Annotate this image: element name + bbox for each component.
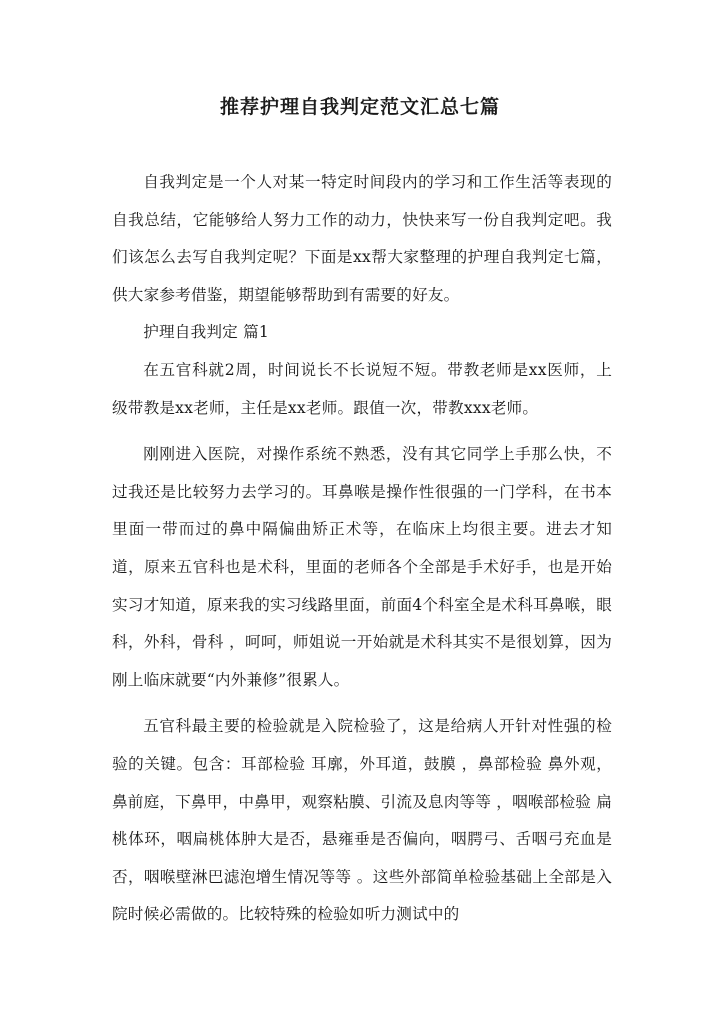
body-paragraph: 在五官科就2周，时间说长不长说短不短。带教老师是xx医师，上级带教是xx老师，主任是xx老师。跟值一次，带教xxx老师。: [112, 360, 612, 417]
document-title: 推荐护理自我判定范文汇总七篇: [219, 96, 500, 118]
paragraph-gap: [112, 699, 612, 708]
body-paragraph: 五官科最主要的检验就是入院检验了，这是给病人开针对性强的检验的关键。包含：耳部检验 耳廓，外耳道，鼓膜 ，鼻部检验 鼻外观，鼻前庭，下鼻甲，中鼻甲，观察粘膜、引流及息肉等等 ，咽喉部检验 扁桃体环，咽扁桃体肿大是否，悬雍垂是否偏向，咽腭弓、舌咽弓充血是否，咽喉壁淋巴滤泡增生情况等等 。这些外部简单检验基础上全部是入院时候必需做的。比较特殊的检验如听力测试中的: [112, 717, 612, 924]
body-paragraph: 刚刚进入医院，对操作系统不熟悉，没有其它同学上手那么快，不过我还是比较努力去学习的。耳鼻喉是操作性很强的一门学科，在书本里面一带而过的鼻中隔偏曲矫正术等，在临床上均很主要。进去才知道，原来五官科也是术科，里面的老师各个全部是手术好手，也是开始实习才知道，原来我的实习线路里面，前面4个科室全是术科耳鼻喉，眼科，外科，骨科 ，呵呵，师姐说一开始就是术科其实不是很划算，因为刚上临床就要“内外兼修”很累人。: [112, 445, 612, 689]
paragraph-gap: [112, 427, 612, 436]
document-body: [112, 164, 612, 934]
intro-paragraph: 自我判定是一个人对某一特定时间段内的学习和工作生活等表现的自我总结，它能够给人努力工作的动力，快快来写一份自我判定吧。我们该怎么去写自我判定呢？下面是xx帮大家整理的护理自我判定七篇，供大家参考借鉴，期望能够帮助到有需要的好友。: [112, 173, 612, 304]
section-heading: 护理自我判定 篇1: [143, 323, 270, 342]
